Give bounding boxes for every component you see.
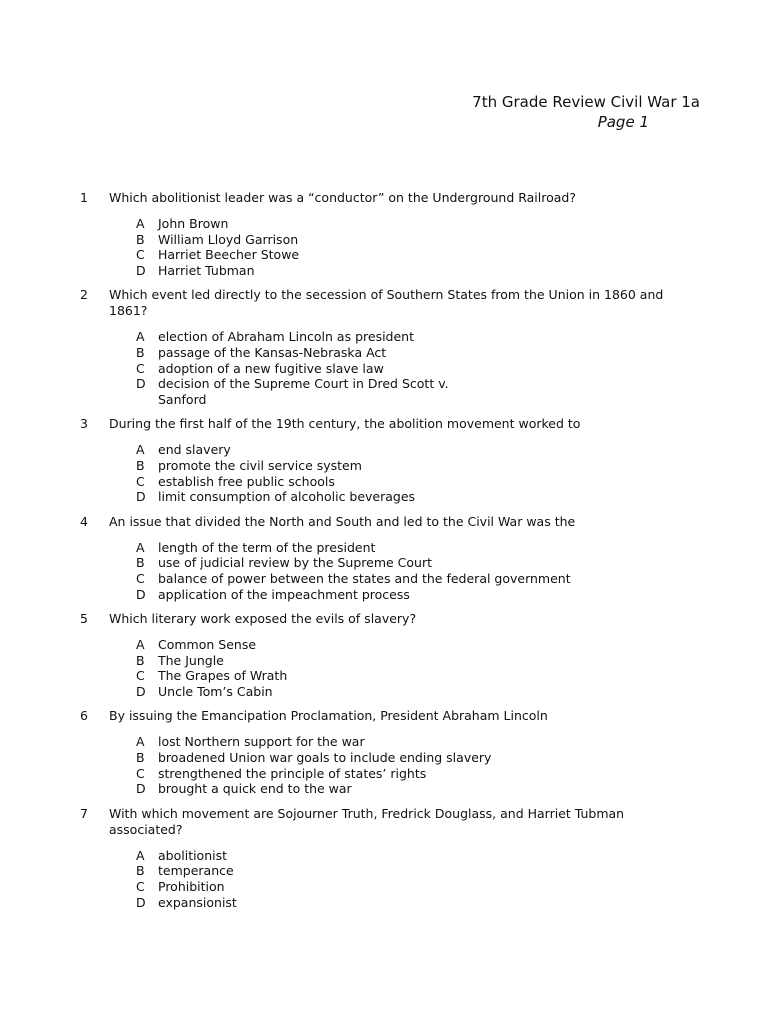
answer-choice-a <box>136 637 680 653</box>
answer-choices <box>136 216 680 278</box>
answer-choice-d <box>136 489 680 505</box>
choice-text: John Brown <box>158 216 229 231</box>
answer-choices <box>136 848 680 910</box>
answer-choice-d <box>136 587 680 603</box>
choice-letter: A <box>136 734 145 750</box>
choice-text: decision of the Supreme Court in Dred Scott v. Sanford <box>158 376 449 407</box>
question-number: 3 <box>80 416 88 432</box>
answer-choice-d <box>136 781 680 797</box>
question-number: 7 <box>80 805 88 821</box>
choice-letter: A <box>136 216 145 231</box>
choice-text: application of the impeachment process <box>158 586 410 602</box>
question-4 <box>80 514 680 602</box>
question-number: 4 <box>80 513 88 529</box>
choice-letter: C <box>136 765 145 781</box>
choice-letter: A <box>136 847 145 863</box>
choice-letter: A <box>136 539 145 555</box>
choice-letter: B <box>136 231 145 247</box>
question-row <box>80 708 680 724</box>
answer-choice-c <box>136 361 680 377</box>
answer-choice-c <box>136 571 680 587</box>
answer-choice-b <box>136 458 680 474</box>
choice-letter: C <box>136 879 145 895</box>
choice-text: Uncle Tom’s Cabin <box>158 683 273 699</box>
question-row <box>80 611 680 627</box>
answer-choice-c <box>136 247 680 263</box>
choice-letter: D <box>136 586 146 602</box>
question-3 <box>80 416 680 504</box>
question-text: During the first half of the 19th century, the abolition movement worked to <box>109 416 581 432</box>
answer-choice-b <box>136 750 680 766</box>
answer-choice-a <box>136 442 680 458</box>
document-title: 7th Grade Review Civil War 1a <box>472 93 700 111</box>
choice-letter: C <box>136 360 145 376</box>
answer-choice-b <box>136 555 680 571</box>
choice-text: promote the civil service system <box>158 457 362 473</box>
choice-text: temperance <box>158 863 234 879</box>
question-5 <box>80 611 680 699</box>
choice-text: broadened Union war goals to include ending slavery <box>158 750 492 766</box>
choice-text: adoption of a new fugitive slave law <box>158 360 384 376</box>
question-text: An issue that divided the North and South and led to the Civil War was the <box>109 513 576 529</box>
choice-letter: C <box>136 247 145 263</box>
choice-text: Harriet Tubman <box>158 262 255 278</box>
choice-text: brought a quick end to the war <box>158 781 352 797</box>
answer-choices <box>136 540 680 602</box>
question-6 <box>80 708 680 796</box>
choice-text: election of Abraham Lincoln as president <box>158 329 414 345</box>
question-row <box>80 287 680 319</box>
answer-choice-c <box>136 668 680 684</box>
answer-choice-c <box>136 879 680 895</box>
answer-choice-d <box>136 263 680 279</box>
question-list <box>80 190 680 919</box>
answer-choices <box>136 442 680 504</box>
question-1 <box>80 190 680 278</box>
question-text: Which abolitionist leader was a “conductor” on the Underground Railroad? <box>109 190 576 205</box>
choice-text: lost Northern support for the war <box>158 734 365 750</box>
answer-choice-d <box>136 376 680 407</box>
question-row <box>80 514 680 530</box>
question-number: 6 <box>80 708 88 724</box>
choice-letter: B <box>136 750 145 766</box>
answer-choice-c <box>136 474 680 490</box>
question-number: 2 <box>80 287 88 303</box>
choice-text: Common Sense <box>158 637 257 653</box>
choice-text: Prohibition <box>158 879 225 895</box>
choice-text: Harriet Beecher Stowe <box>158 247 300 263</box>
question-row <box>80 416 680 432</box>
choice-text: The Jungle <box>158 652 224 668</box>
choice-text: balance of power between the states and the federal government <box>158 570 571 586</box>
answer-choices <box>136 734 680 796</box>
choice-letter: B <box>136 652 145 668</box>
choice-text: passage of the Kansas-Nebraska Act <box>158 344 387 360</box>
page-number-label: Page 1 <box>597 113 649 131</box>
answer-choice-c <box>136 766 680 782</box>
choice-letter: D <box>136 683 146 699</box>
choice-letter: D <box>136 376 146 392</box>
question-text: With which movement are Sojourner Truth, Fredrick Douglass, and Harriet Tubman associated? <box>109 805 625 837</box>
question-text: Which event led directly to the secession of Southern States from the Union in 1860 and 1861? <box>109 287 664 319</box>
answer-choice-a <box>136 540 680 556</box>
choice-text: end slavery <box>158 442 231 458</box>
choice-letter: C <box>136 668 145 684</box>
choice-letter: A <box>136 637 145 653</box>
answer-choice-d <box>136 895 680 911</box>
choice-text: abolitionist <box>158 847 228 863</box>
choice-letter: D <box>136 781 146 797</box>
choice-letter: B <box>136 863 145 879</box>
choice-text: length of the term of the president <box>158 539 376 555</box>
question-text: By issuing the Emancipation Proclamation, President Abraham Lincoln <box>109 708 548 724</box>
question-7 <box>80 806 680 910</box>
answer-choices <box>136 329 680 407</box>
answer-choice-b <box>136 345 680 361</box>
question-number: 1 <box>80 190 88 205</box>
answer-choices <box>136 637 680 699</box>
choice-letter: B <box>136 344 145 360</box>
question-number: 5 <box>80 611 88 627</box>
choice-text: William Lloyd Garrison <box>158 231 299 247</box>
choice-text: use of judicial review by the Supreme Court <box>158 555 433 571</box>
choice-letter: C <box>136 570 145 586</box>
question-row <box>80 190 680 206</box>
answer-choice-a <box>136 734 680 750</box>
choice-letter: D <box>136 262 146 278</box>
choice-letter: B <box>136 555 145 571</box>
answer-choice-d <box>136 684 680 700</box>
question-2 <box>80 287 680 407</box>
choice-letter: C <box>136 473 145 489</box>
choice-letter: D <box>136 489 146 505</box>
choice-text: strengthened the principle of states’ rights <box>158 765 427 781</box>
document-header <box>472 92 700 132</box>
answer-choice-a <box>136 848 680 864</box>
choice-text: expansionist <box>158 894 237 910</box>
choice-text: The Grapes of Wrath <box>158 668 288 684</box>
question-text: Which literary work exposed the evils of slavery? <box>109 611 417 627</box>
answer-choice-a <box>136 216 680 232</box>
answer-choice-b <box>136 653 680 669</box>
choice-text: establish free public schools <box>158 473 335 489</box>
choice-letter: B <box>136 457 145 473</box>
question-row <box>80 806 680 838</box>
answer-choice-b <box>136 232 680 248</box>
answer-choice-a <box>136 329 680 345</box>
choice-letter: A <box>136 442 145 458</box>
choice-text: limit consumption of alcoholic beverages <box>158 489 416 505</box>
choice-letter: A <box>136 329 145 345</box>
choice-letter: D <box>136 894 146 910</box>
answer-choice-b <box>136 863 680 879</box>
